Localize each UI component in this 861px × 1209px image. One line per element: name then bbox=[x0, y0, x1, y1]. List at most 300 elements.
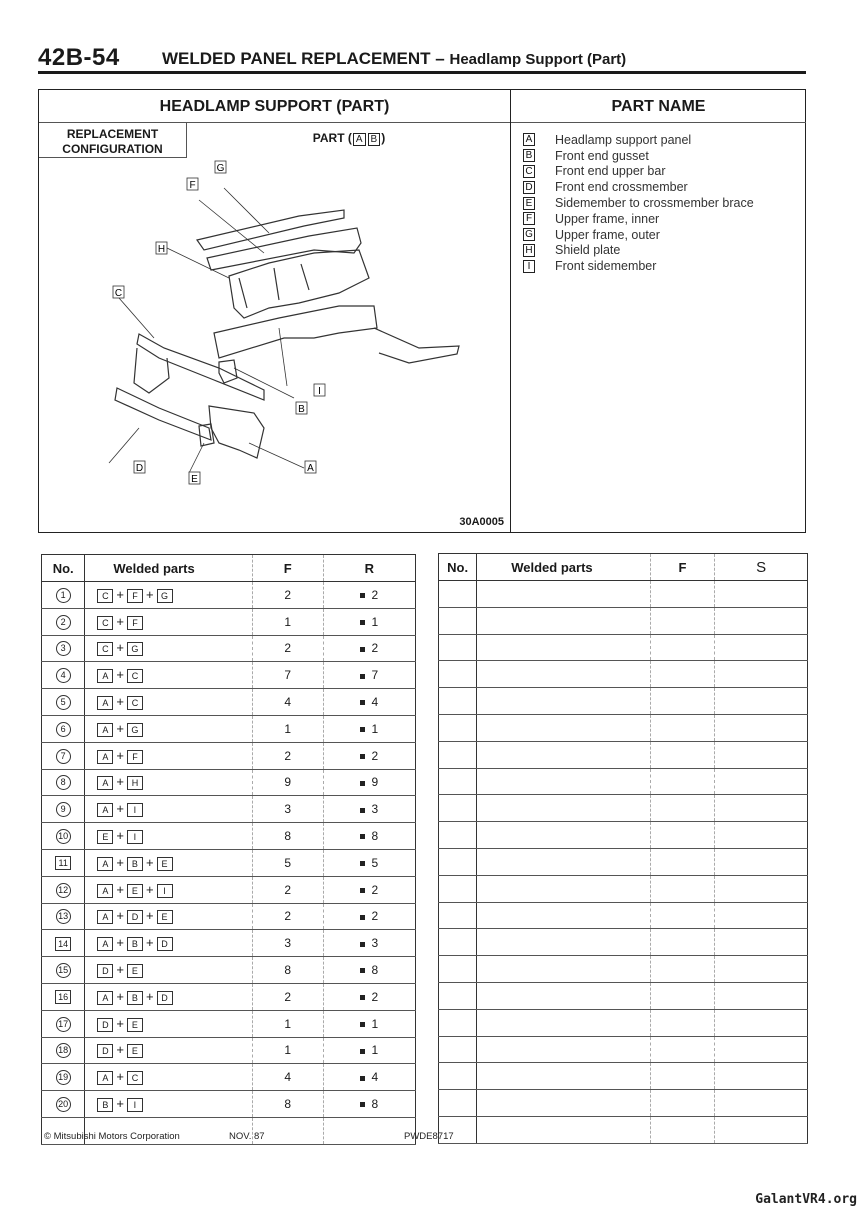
blank-cell bbox=[439, 688, 477, 715]
blank-cell bbox=[477, 1063, 650, 1090]
plus-sign: + bbox=[116, 962, 124, 978]
blank-cell bbox=[477, 822, 650, 849]
part-name-list bbox=[523, 132, 754, 274]
blank-cell bbox=[715, 1036, 808, 1063]
rear-spot-cell bbox=[323, 1064, 415, 1091]
plus-sign: + bbox=[116, 1042, 124, 1058]
page-number: 42B-54 bbox=[38, 44, 120, 71]
row-number-cell bbox=[42, 689, 85, 716]
front-spot-count: 8 bbox=[252, 1091, 323, 1118]
part-letter-box: F bbox=[127, 750, 143, 764]
spot-weld-mark-icon bbox=[360, 1076, 365, 1081]
rear-spot-count: 9 bbox=[371, 775, 379, 790]
front-spot-count: 4 bbox=[252, 1064, 323, 1091]
table-row-blank bbox=[439, 875, 808, 902]
part-letter-box: E bbox=[157, 857, 173, 871]
row-number-cell bbox=[42, 957, 85, 984]
welded-parts-cell bbox=[85, 876, 253, 903]
blank-cell bbox=[715, 607, 808, 634]
row-number: 4 bbox=[56, 668, 71, 683]
col-header-f: F bbox=[650, 554, 715, 581]
replacement-config-label bbox=[39, 123, 187, 158]
spot-weld-mark-icon bbox=[360, 593, 365, 598]
part-name-item bbox=[523, 243, 754, 259]
rear-spot-count: 5 bbox=[371, 855, 379, 870]
row-number: 14 bbox=[55, 937, 71, 951]
part-letter-box: A bbox=[97, 696, 113, 710]
col-header-s: S bbox=[715, 554, 808, 581]
rear-spot-count: 2 bbox=[371, 909, 379, 924]
table-row-blank bbox=[439, 741, 808, 768]
plus-sign: + bbox=[116, 935, 124, 951]
col-header-f: F bbox=[252, 555, 323, 582]
spot-weld-mark-icon bbox=[360, 781, 365, 786]
row-number-cell bbox=[42, 849, 85, 876]
watermark: GalantVR4.org bbox=[755, 1192, 857, 1207]
spot-weld-mark-icon bbox=[360, 888, 365, 893]
blank-cell bbox=[477, 956, 650, 983]
config-label-line1: REPLACEMENT bbox=[66, 127, 159, 141]
diagram-title: HEADLAMP SUPPORT (PART) bbox=[39, 90, 510, 123]
callout-h bbox=[156, 242, 167, 255]
front-spot-count: 2 bbox=[252, 635, 323, 662]
part-a-shape bbox=[209, 406, 264, 458]
part-letter-box: E bbox=[127, 1044, 143, 1058]
blank-cell bbox=[477, 1116, 650, 1143]
svg-text:F: F bbox=[189, 180, 196, 191]
plus-sign: + bbox=[145, 908, 154, 924]
welded-parts-cell bbox=[85, 1010, 253, 1037]
row-number-cell bbox=[42, 1010, 85, 1037]
spot-weld-mark-icon bbox=[360, 1102, 365, 1107]
leader-lines bbox=[109, 188, 304, 473]
rear-spot-count: 2 bbox=[371, 882, 379, 897]
part-name-item bbox=[523, 258, 754, 274]
part-label-prefix: PART ( bbox=[312, 131, 352, 145]
blank-cell bbox=[477, 929, 650, 956]
page-title bbox=[162, 49, 626, 69]
part-letter-box: I bbox=[157, 884, 173, 898]
blank-cell bbox=[650, 795, 715, 822]
welded-parts-cell bbox=[85, 796, 253, 823]
part-letter-box: D bbox=[97, 1044, 113, 1058]
part-name: Headlamp support panel bbox=[555, 132, 692, 147]
rear-spot-count: 8 bbox=[371, 1097, 379, 1112]
leader-h bbox=[167, 248, 229, 278]
part-letter-box: C bbox=[523, 165, 535, 178]
spot-weld-mark-icon bbox=[360, 942, 365, 947]
row-number-cell bbox=[42, 903, 85, 930]
plus-sign: + bbox=[116, 640, 124, 656]
blank-cell bbox=[650, 661, 715, 688]
table-row-blank bbox=[439, 1116, 808, 1143]
front-spot-count: 9 bbox=[252, 769, 323, 796]
blank-cell bbox=[650, 581, 715, 608]
rear-spot-count: 1 bbox=[371, 614, 379, 629]
row-number: 9 bbox=[56, 802, 71, 817]
part-i-rear bbox=[374, 328, 459, 363]
svg-text:H: H bbox=[157, 244, 166, 255]
blank-cell bbox=[477, 688, 650, 715]
row-number: 8 bbox=[56, 775, 71, 790]
part-d-left-bracket bbox=[134, 348, 169, 393]
plus-sign: + bbox=[116, 1096, 124, 1112]
plus-sign: + bbox=[116, 908, 124, 924]
part-letter-box: G bbox=[523, 228, 535, 241]
rear-spot-cell bbox=[323, 903, 415, 930]
table-row-blank bbox=[439, 1036, 808, 1063]
rear-spot-cell bbox=[323, 715, 415, 742]
part-name: Front end upper bar bbox=[555, 164, 666, 179]
blank-cell bbox=[715, 581, 808, 608]
blank-cell bbox=[477, 661, 650, 688]
config-label-line2: CONFIGURATION bbox=[62, 142, 163, 156]
front-spot-count: 2 bbox=[252, 582, 323, 609]
welded-parts-cell bbox=[85, 849, 253, 876]
col-header-no: No. bbox=[42, 555, 85, 582]
blank-cell bbox=[477, 1036, 650, 1063]
spot-weld-mark-icon bbox=[360, 834, 365, 839]
figure-code: 30A0005 bbox=[459, 516, 504, 528]
table-row bbox=[42, 662, 416, 689]
row-number: 13 bbox=[56, 909, 71, 924]
blank-cell bbox=[477, 607, 650, 634]
welded-parts-cell bbox=[85, 742, 253, 769]
row-number-cell bbox=[42, 1037, 85, 1064]
row-number-cell bbox=[42, 582, 85, 609]
welded-parts-cell bbox=[85, 823, 253, 850]
part-letter-box: B bbox=[127, 857, 143, 871]
part-letter-box: A bbox=[97, 910, 113, 924]
blank-cell bbox=[477, 581, 650, 608]
rear-spot-count: 8 bbox=[371, 963, 379, 978]
leader-c bbox=[119, 298, 154, 338]
svg-text:B: B bbox=[298, 404, 305, 415]
blank-cell bbox=[650, 688, 715, 715]
part-letter-box: I bbox=[127, 1098, 143, 1112]
rear-spot-cell bbox=[323, 849, 415, 876]
left-table-body bbox=[42, 582, 416, 1145]
part-letter-box: A bbox=[97, 884, 113, 898]
plus-sign: + bbox=[116, 801, 124, 817]
rear-spot-cell bbox=[323, 608, 415, 635]
blank-cell bbox=[477, 768, 650, 795]
front-spot-count: 2 bbox=[252, 742, 323, 769]
front-spot-count: 1 bbox=[252, 608, 323, 635]
blank-cell bbox=[439, 768, 477, 795]
row-number-cell bbox=[42, 715, 85, 742]
part-letter-box: G bbox=[127, 723, 143, 737]
blank-cell bbox=[477, 1009, 650, 1036]
front-spot-count: 1 bbox=[252, 1010, 323, 1037]
row-number-cell bbox=[42, 635, 85, 662]
table-row-blank bbox=[439, 795, 808, 822]
blank-cell bbox=[715, 1116, 808, 1143]
part-name: Front sidemember bbox=[555, 259, 657, 274]
part-letter-box: C bbox=[97, 616, 113, 630]
part-letter-box: B bbox=[127, 937, 143, 951]
blank-cell bbox=[650, 822, 715, 849]
callout-f bbox=[187, 178, 198, 191]
part-letter-box: H bbox=[127, 776, 143, 790]
table-row bbox=[42, 1037, 416, 1064]
blank-cell bbox=[650, 902, 715, 929]
welded-parts-cell bbox=[85, 662, 253, 689]
part-letter-box: D bbox=[157, 991, 173, 1005]
part-letter-box: E bbox=[157, 910, 173, 924]
spot-weld-mark-icon bbox=[360, 1022, 365, 1027]
plus-sign: + bbox=[145, 586, 154, 602]
front-spot-count: 1 bbox=[252, 715, 323, 742]
plus-sign: + bbox=[116, 828, 124, 844]
blank-cell bbox=[477, 714, 650, 741]
blank-cell bbox=[439, 1009, 477, 1036]
front-spot-count: 2 bbox=[252, 876, 323, 903]
blank-cell bbox=[650, 1063, 715, 1090]
rear-spot-count: 4 bbox=[371, 695, 379, 710]
part-letter-box: E bbox=[97, 830, 113, 844]
blank-cell bbox=[650, 634, 715, 661]
plus-sign: + bbox=[116, 1015, 124, 1031]
footer-code: PWDE8717 bbox=[404, 1131, 454, 1142]
blank-cell bbox=[715, 822, 808, 849]
row-number: 20 bbox=[56, 1097, 71, 1112]
part-letter-box: E bbox=[523, 197, 535, 210]
part-letter-box: C bbox=[97, 642, 113, 656]
blank-cell bbox=[650, 1009, 715, 1036]
blank-cell bbox=[439, 848, 477, 875]
callout-labels bbox=[113, 161, 325, 485]
blank-cell bbox=[477, 875, 650, 902]
row-number: 19 bbox=[56, 1070, 71, 1085]
rear-spot-cell bbox=[323, 689, 415, 716]
col-header-no: No. bbox=[439, 554, 477, 581]
callout-e bbox=[189, 472, 200, 485]
blank-cell bbox=[650, 982, 715, 1009]
part-letter-box: D bbox=[97, 964, 113, 978]
part-i-shape bbox=[214, 306, 377, 358]
row-number-cell bbox=[42, 1091, 85, 1118]
part-letter-box: A bbox=[97, 750, 113, 764]
title-separator: – bbox=[435, 49, 445, 68]
table-row-blank bbox=[439, 929, 808, 956]
row-number-cell bbox=[42, 769, 85, 796]
col-header-welded-parts: Welded parts bbox=[477, 554, 650, 581]
welded-parts-cell bbox=[85, 582, 253, 609]
part-name-item bbox=[523, 211, 754, 227]
blank-cell bbox=[715, 1009, 808, 1036]
callout-a bbox=[305, 461, 316, 474]
row-number: 3 bbox=[56, 641, 71, 656]
blank-cell bbox=[715, 1090, 808, 1117]
part-letter-box: B bbox=[97, 1098, 113, 1112]
leader-d bbox=[109, 428, 139, 463]
row-number: 10 bbox=[56, 829, 71, 844]
rear-spot-count: 2 bbox=[371, 641, 379, 656]
row-number-cell bbox=[42, 608, 85, 635]
blank-cell bbox=[715, 795, 808, 822]
rear-spot-count: 1 bbox=[371, 1016, 379, 1031]
blank-cell bbox=[439, 875, 477, 902]
blank-cell bbox=[323, 1117, 415, 1144]
table-row bbox=[42, 689, 416, 716]
blank-cell bbox=[439, 741, 477, 768]
blank-cell bbox=[439, 714, 477, 741]
welded-parts-cell bbox=[85, 1037, 253, 1064]
rear-spot-count: 2 bbox=[371, 989, 379, 1004]
row-number: 17 bbox=[56, 1017, 71, 1032]
part-name-item bbox=[523, 164, 754, 180]
right-table-body bbox=[439, 581, 808, 1144]
part-letter-box: A bbox=[97, 1071, 113, 1085]
part-letter-box: D bbox=[157, 937, 173, 951]
table-row-blank bbox=[439, 661, 808, 688]
svg-text:E: E bbox=[191, 474, 198, 485]
welded-parts-cell bbox=[85, 1064, 253, 1091]
table-row-blank bbox=[439, 607, 808, 634]
table-row bbox=[42, 983, 416, 1010]
leader-i bbox=[279, 328, 287, 386]
footer-date: NOV. 87 bbox=[229, 1131, 265, 1142]
rear-spot-count: 3 bbox=[371, 936, 379, 951]
row-number-cell bbox=[42, 796, 85, 823]
front-spot-count: 2 bbox=[252, 903, 323, 930]
part-label-suffix: ) bbox=[381, 131, 386, 145]
rear-spot-cell bbox=[323, 983, 415, 1010]
callout-g bbox=[215, 161, 226, 174]
plus-sign: + bbox=[116, 720, 124, 736]
row-number: 11 bbox=[55, 856, 71, 870]
front-spot-count: 7 bbox=[252, 662, 323, 689]
blank-cell bbox=[477, 982, 650, 1009]
spot-weld-mark-icon bbox=[360, 968, 365, 973]
rear-spot-cell bbox=[323, 823, 415, 850]
plus-sign: + bbox=[145, 935, 154, 951]
blank-cell bbox=[439, 795, 477, 822]
part-letter-box: F bbox=[523, 212, 535, 225]
blank-cell bbox=[439, 581, 477, 608]
plus-sign: + bbox=[116, 586, 124, 602]
table-row-blank bbox=[439, 848, 808, 875]
blank-cell bbox=[439, 634, 477, 661]
table-row-blank bbox=[439, 982, 808, 1009]
table-row bbox=[42, 823, 416, 850]
rear-spot-cell bbox=[323, 769, 415, 796]
part-letter-box: A bbox=[97, 803, 113, 817]
row-number: 15 bbox=[56, 963, 71, 978]
table-row bbox=[42, 608, 416, 635]
rear-spot-count: 1 bbox=[371, 1043, 379, 1058]
section-subtitle: Headlamp Support (Part) bbox=[449, 51, 627, 68]
table-row bbox=[42, 742, 416, 769]
row-number: 16 bbox=[55, 990, 71, 1004]
part-letter-box: C bbox=[127, 696, 143, 710]
blank-cell bbox=[650, 768, 715, 795]
spot-weld-mark-icon bbox=[360, 808, 365, 813]
table-row bbox=[42, 1064, 416, 1091]
table-row bbox=[42, 796, 416, 823]
part-letter: A bbox=[353, 133, 366, 146]
part-letter-box: D bbox=[97, 1018, 113, 1032]
rear-spot-count: 3 bbox=[371, 802, 379, 817]
part-letter-box: G bbox=[127, 642, 143, 656]
part-letter-box: A bbox=[97, 937, 113, 951]
table-row-blank bbox=[439, 1009, 808, 1036]
part-letter-box: I bbox=[523, 260, 535, 273]
table-row-blank bbox=[439, 581, 808, 608]
svg-text:I: I bbox=[318, 386, 321, 397]
plus-sign: + bbox=[145, 881, 154, 897]
rear-spot-cell bbox=[323, 1037, 415, 1064]
blank-cell bbox=[477, 848, 650, 875]
blank-cell bbox=[715, 1063, 808, 1090]
part-name-item bbox=[523, 132, 754, 148]
part-letter-box: I bbox=[127, 803, 143, 817]
blank-cell bbox=[715, 902, 808, 929]
row-number-cell bbox=[42, 1064, 85, 1091]
plus-sign: + bbox=[116, 854, 124, 870]
row-number: 1 bbox=[56, 588, 71, 603]
part-letter-box: D bbox=[127, 910, 143, 924]
table-row-blank bbox=[439, 1090, 808, 1117]
part-letter-box: A bbox=[97, 669, 113, 683]
part-letter-box: A bbox=[97, 776, 113, 790]
row-number: 5 bbox=[56, 695, 71, 710]
welded-parts-cell bbox=[85, 903, 253, 930]
spot-weld-mark-icon bbox=[360, 620, 365, 625]
blank-cell bbox=[650, 1090, 715, 1117]
rear-spot-cell bbox=[323, 1010, 415, 1037]
blank-cell bbox=[715, 688, 808, 715]
blank-cell bbox=[439, 1063, 477, 1090]
part-name-panel bbox=[511, 90, 806, 532]
blank-cell bbox=[439, 1090, 477, 1117]
row-number: 7 bbox=[56, 749, 71, 764]
table-row-blank bbox=[439, 634, 808, 661]
part-letter-box: A bbox=[523, 133, 535, 146]
front-spot-count: 8 bbox=[252, 823, 323, 850]
part-label bbox=[187, 123, 511, 158]
part-letter-box: E bbox=[127, 884, 143, 898]
blank-cell bbox=[439, 982, 477, 1009]
part-letter-box: A bbox=[97, 723, 113, 737]
plus-sign: + bbox=[145, 854, 154, 870]
svg-text:C: C bbox=[114, 288, 123, 299]
part-letter-box: H bbox=[523, 244, 535, 257]
part-f-shape bbox=[207, 228, 361, 270]
rear-spot-cell bbox=[323, 1091, 415, 1118]
table-row bbox=[42, 1091, 416, 1118]
table-row-blank bbox=[439, 768, 808, 795]
part-letter-box: B bbox=[127, 991, 143, 1005]
row-number: 18 bbox=[56, 1043, 71, 1058]
part-letter-box: C bbox=[127, 669, 143, 683]
part-letter-box: G bbox=[157, 589, 173, 603]
row-number-cell bbox=[42, 742, 85, 769]
part-h-detail bbox=[239, 264, 309, 308]
front-spot-count: 3 bbox=[252, 930, 323, 957]
row-number-cell bbox=[42, 876, 85, 903]
blank-cell bbox=[650, 1116, 715, 1143]
blank-cell bbox=[477, 634, 650, 661]
blank-cell bbox=[715, 875, 808, 902]
headlamp-support-exploded-drawing bbox=[39, 158, 509, 532]
blank-cell bbox=[439, 956, 477, 983]
welded-parts-cell bbox=[85, 983, 253, 1010]
callout-d bbox=[134, 461, 145, 474]
blank-cell bbox=[715, 741, 808, 768]
section-title: WELDED PANEL REPLACEMENT bbox=[162, 49, 431, 68]
